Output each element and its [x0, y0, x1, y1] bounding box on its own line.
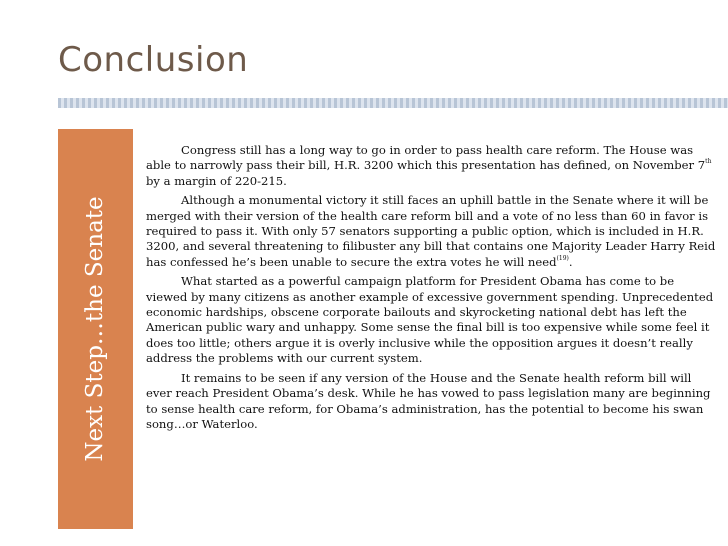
title-divider	[58, 98, 728, 108]
citation-19: (19)	[556, 254, 569, 262]
superscript-th: th	[705, 158, 712, 166]
paragraph-2	[146, 193, 716, 270]
slide-title: Conclusion	[58, 40, 249, 80]
paragraph-1-part-a: Congress still has a long way to go in order to pass health care reform. The House was able to narrowly pass their bill, H.R. 3200 which this presentation has defined, on November 7	[146, 143, 706, 173]
paragraph-2-part-a: Although a monumental victory it still faces an uphill battle in the Senate where it will be merged with their version of the health care reform bill and a vote of no less than 60 in favor is required to pass it. With only 57 senators supporting a public option, which is included in H.R. 3200, and several threatening to filibuster any bill that contains one Majority Leader Harry Reid has confessed he’s been unable to secure the extra votes he will need	[146, 193, 716, 269]
paragraph-2-part-b: .	[568, 254, 573, 269]
paragraph-1	[146, 143, 716, 189]
body-text	[146, 143, 716, 436]
side-label: Next Step…the Senate	[82, 196, 108, 462]
paragraph-4: It remains to be seen if any version of the House and the Senate health reform bill will ever reach President Obama’s desk. While he has vowed to pass legislation many are beginning to sense health care reform, for Obama’s administration, has the potential to become his swan song…or Waterloo.	[146, 370, 711, 431]
paragraph-1-part-b: by a margin of 220-215.	[146, 173, 287, 188]
paragraph-3: What started as a powerful campaign platform for President Obama has come to be viewed by many citizens as another example of excessive government spending. Unprecedented economic hardships, obscene corporate bailouts and skyrocketing national debt has left the American public wary and unhappy. Some sense the final bill is too expensive while some feel it does too little; others argue it is overly inclusive while the opposition argues it doesn’t really address the problems with our current system.	[146, 274, 714, 366]
